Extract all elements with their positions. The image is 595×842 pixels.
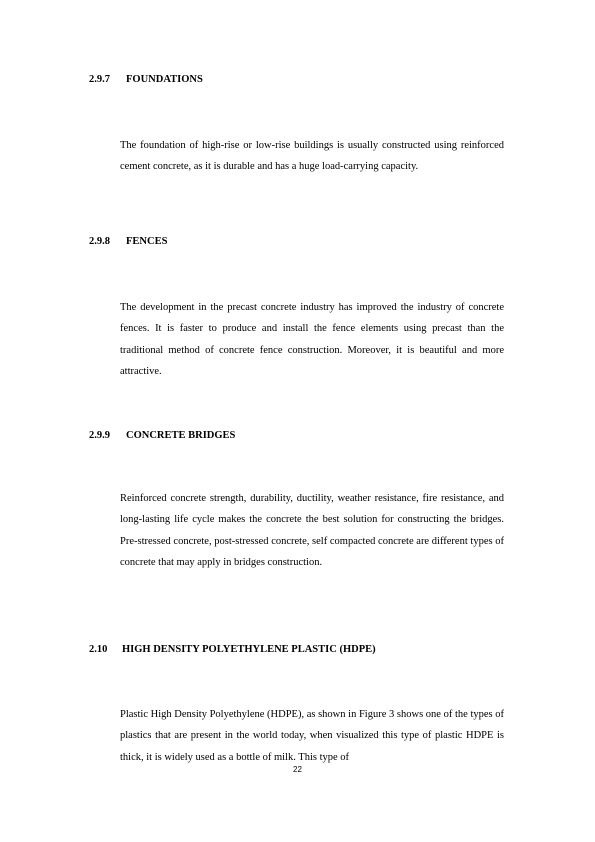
section-number: 2.9.9 [89, 430, 110, 441]
section-title: HIGH DENSITY POLYETHYLENE PLASTIC (HDPE) [122, 644, 376, 655]
section-number: 2.9.8 [89, 236, 110, 247]
section-title: FENCES [126, 236, 168, 247]
section-heading-hdpe [89, 643, 376, 657]
section-heading-foundations [89, 73, 203, 87]
section-heading-fences [89, 235, 167, 249]
paragraph-fences: The development in the precast concrete industry has improved the industry of concrete fences. It is faster to produce and install the fence elements using precast than the traditional method of concrete fence construction. Moreover, it is beautiful and more attractive. [120, 302, 504, 378]
page-number: 22 [293, 765, 302, 774]
section-number: 2.10 [89, 644, 108, 655]
paragraph-foundations: The foundation of high-rise or low-rise buildings is usually constructed using reinforced cement concrete, as it is durable and has a huge load-carrying capacity. [120, 140, 504, 173]
section-title: CONCRETE BRIDGES [126, 430, 236, 441]
section-number: 2.9.7 [89, 74, 110, 85]
paragraph-concrete-bridges: Reinforced concrete strength, durability, ductility, weather resistance, fire resistance, and long-lasting life cycle makes the concrete the best solution for constructing the bridges. Pre-stressed concrete, post-stressed concrete, self compacted concrete are different types of concrete that may apply in bridges construction. [120, 493, 504, 569]
paragraph-hdpe: Plastic High Density Polyethylene (HDPE), as shown in Figure 3 shows one of the types of plastics that are present in the world today, when visualized this type of plastic HDPE is thick, it is widely used as a bottle of milk. This type of [120, 709, 504, 763]
section-title: FOUNDATIONS [126, 74, 203, 85]
section-heading-concrete-bridges [89, 429, 235, 443]
